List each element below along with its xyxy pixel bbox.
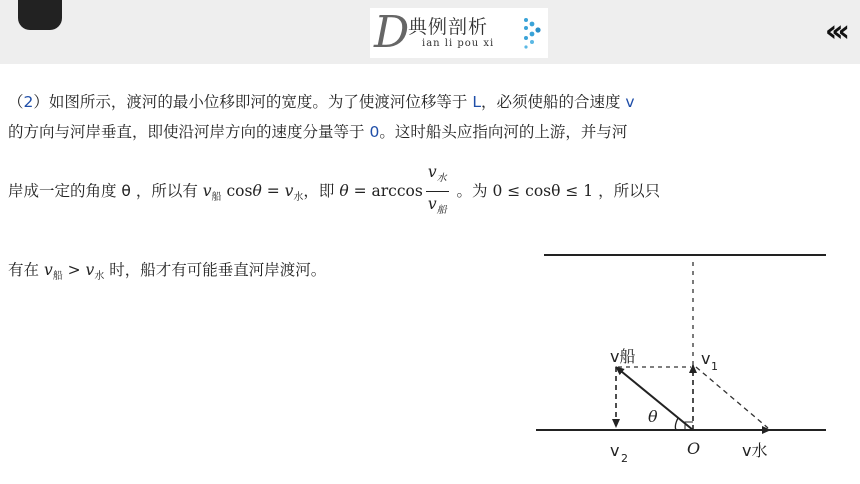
eq-theta: θ <box>339 182 349 200</box>
text: 岸成一定的角度 θ ，所以有 <box>8 182 203 200</box>
v1-sub: 1 <box>711 360 718 373</box>
v-boat-label: v船 <box>610 347 636 366</box>
text: （ <box>8 93 24 111</box>
text: 。这时船头应指向河的上游，并与河 <box>379 123 628 141</box>
origin-label: O <box>687 439 701 458</box>
eq-v: v <box>85 261 95 279</box>
logo-title: 典例剖析 <box>408 16 489 38</box>
symbol-L: L <box>472 93 481 111</box>
symbol-v: v <box>625 93 635 111</box>
logo-letter: D <box>374 7 410 58</box>
theta-label: θ <box>648 407 658 426</box>
fraction <box>426 160 449 223</box>
frac-v: v <box>427 163 437 181</box>
text: 有在 <box>8 261 44 279</box>
v-water-label: v水 <box>742 441 768 460</box>
eq-v: v <box>43 261 53 279</box>
velocity-diagram <box>536 246 836 476</box>
header-bar <box>0 0 860 64</box>
text: ）如图所示，渡河的最小位移即河的宽度。为了使渡河位移等于 <box>33 93 473 111</box>
paragraph-line-2 <box>8 118 854 146</box>
symbol-zero: 0 <box>369 123 380 141</box>
frac-v: v <box>427 195 437 213</box>
frac-sub: 水 <box>436 173 447 184</box>
text: 时，船才有可能垂直河岸渡河。 <box>104 261 327 279</box>
eq-greater: > <box>62 261 86 279</box>
logo <box>370 8 548 58</box>
eq-sub: 船 <box>211 192 222 203</box>
v1-label: v <box>701 349 711 368</box>
paragraph-line-1 <box>8 88 854 116</box>
eq-v: v <box>202 182 212 200</box>
frac-sub: 船 <box>436 205 447 216</box>
text: 的方向与河岸垂直，即使沿河岸方向的速度分量等于 <box>8 123 370 141</box>
eq-sub: 水 <box>94 271 105 282</box>
item-number: 2 <box>23 93 34 111</box>
eq-sub: 船 <box>52 271 63 282</box>
text: ，必须使船的合速度 <box>480 93 626 111</box>
angle-arc <box>675 418 678 430</box>
dots-icon <box>522 14 546 54</box>
eq-arccos: = arccos <box>348 182 423 200</box>
paragraph-line-3 <box>8 160 854 225</box>
eq-equals: = <box>261 182 285 200</box>
eq-theta: θ <box>252 182 262 200</box>
text: ，即 <box>303 182 340 200</box>
v2-sub: 2 <box>621 452 628 465</box>
parallelogram-right <box>696 367 768 428</box>
inequality: 0 ≤ cosθ ≤ 1 <box>492 182 594 200</box>
text: 。为 <box>451 182 493 200</box>
back-arrows-icon[interactable]: ‹‹‹ <box>824 14 844 49</box>
v2-label: v <box>610 441 620 460</box>
corner-tab <box>18 0 62 30</box>
eq-cos: cos <box>221 182 253 200</box>
text: ，所以只 <box>593 182 661 200</box>
eq-v: v <box>284 182 294 200</box>
eq-sub: 水 <box>293 192 304 203</box>
logo-pinyin: ian li pou xi <box>422 38 495 49</box>
